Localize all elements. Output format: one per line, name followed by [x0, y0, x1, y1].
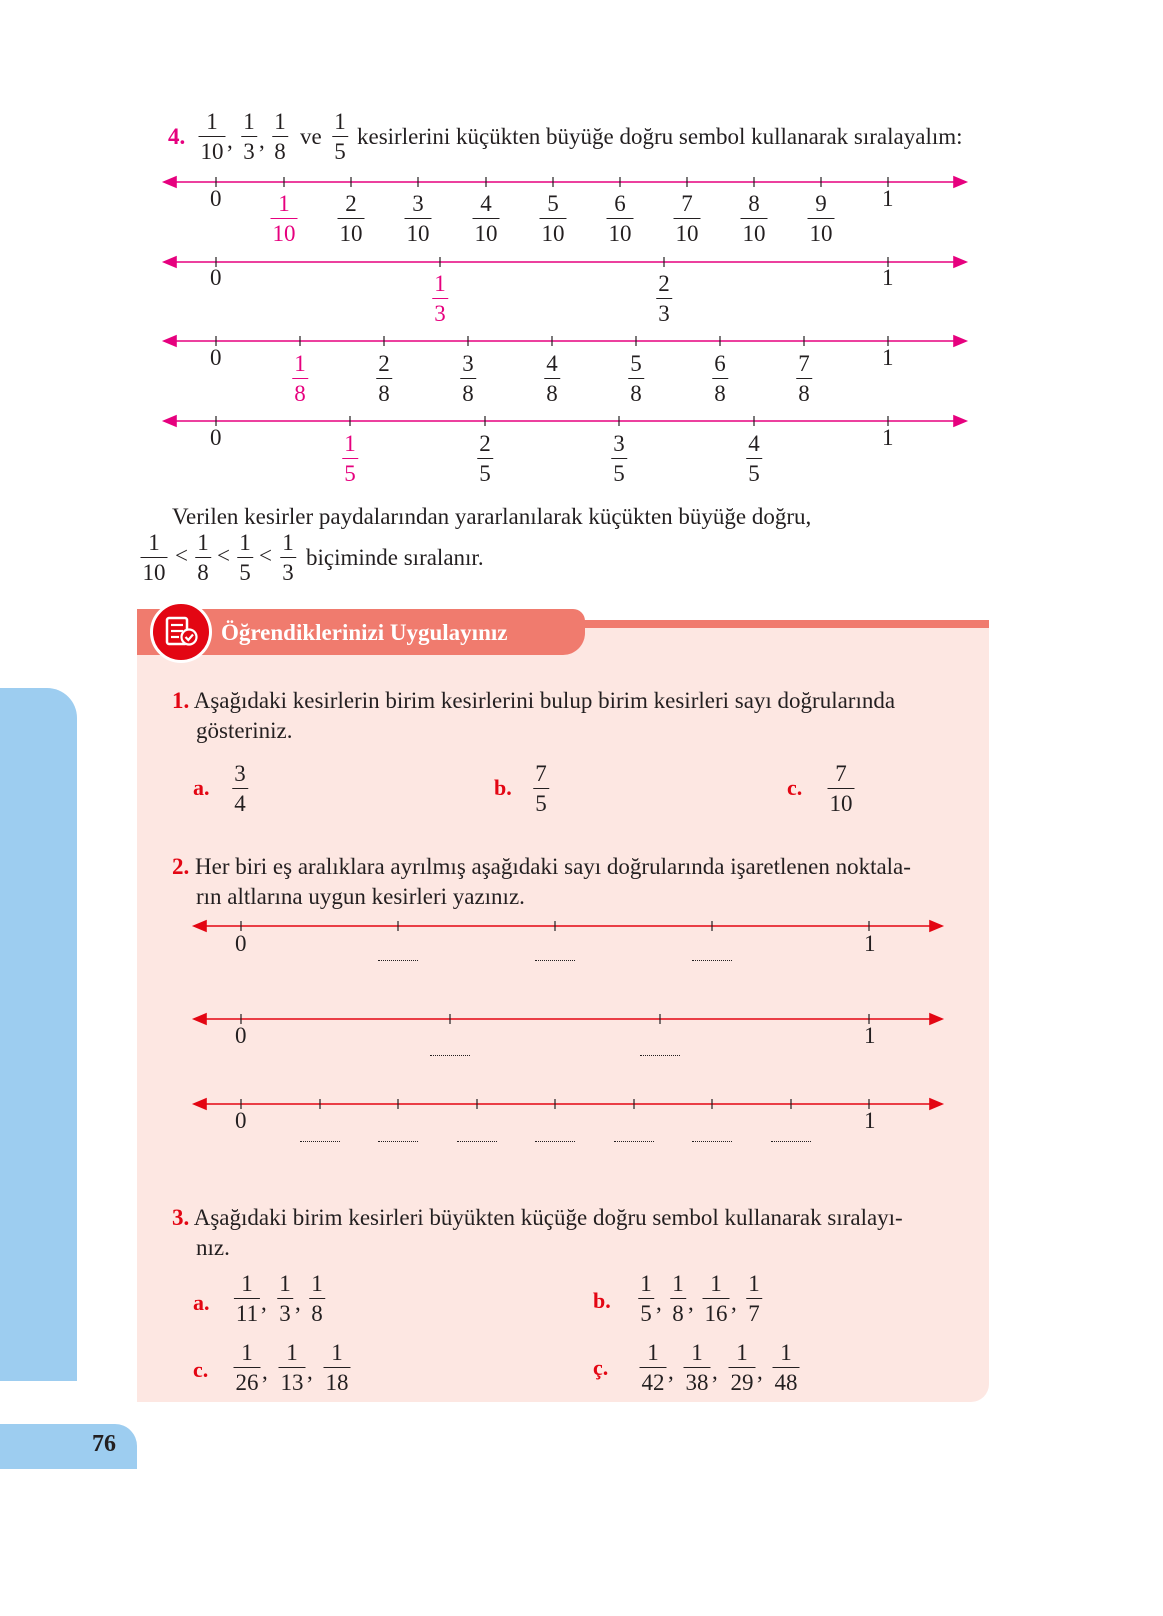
answer-blank[interactable]	[640, 1055, 680, 1056]
q3-fraction: $\frac{1}{18}$	[325, 1340, 349, 1395]
answer-blank[interactable]	[535, 1141, 575, 1142]
answer-blank[interactable]	[378, 1141, 418, 1142]
fraction: $\frac{1}{3}$	[243, 109, 255, 164]
q3-fraction: $\frac{1}{26}$	[235, 1340, 259, 1395]
q1-fraction: $\frac{7}{10}$	[829, 761, 853, 816]
tick-label: $\frac{8}{10}$	[742, 191, 766, 246]
q3-fraction: $\frac{1}{11}$	[235, 1271, 259, 1326]
tick-label: $\frac{3}{5}$	[613, 431, 625, 486]
answer-blank[interactable]	[378, 960, 418, 961]
tick-label: $\frac{5}{10}$	[541, 191, 565, 246]
ordered-fraction: $\frac{1}{3}$	[282, 530, 294, 585]
answer-blank[interactable]	[614, 1141, 654, 1142]
tick-label: $\frac{4}{5}$	[748, 431, 760, 486]
ordered-fraction: $\frac{1}{10}$	[142, 530, 166, 585]
tick-label: $\frac{1}{3}$	[434, 271, 446, 326]
tick-label: $\frac{3}{8}$	[462, 351, 474, 406]
tick-label: $\frac{6}{10}$	[608, 191, 632, 246]
q3-fraction: $\frac{1}{38}$	[685, 1340, 709, 1395]
practice-title: Öğrendiklerinizi Uygulayınız	[221, 620, 508, 645]
answer-blank[interactable]	[300, 1141, 340, 1142]
ordered-fraction: $\frac{1}{5}$	[239, 530, 251, 585]
example-text: kesirlerini küçükten büyüğe doğru sembol kullanarak sıralayalım:	[357, 124, 963, 149]
q1-fraction: $\frac{3}{4}$	[234, 761, 246, 816]
tick-label: $\frac{2}{5}$	[479, 431, 491, 486]
tick-label: $\frac{2}{3}$	[658, 271, 670, 326]
answer-blank[interactable]	[771, 1141, 811, 1142]
tick-label: $\frac{7}{10}$	[675, 191, 699, 246]
answer-blank[interactable]	[535, 960, 575, 961]
q3-fraction: $\frac{1}{8}$	[311, 1271, 323, 1326]
tick-label: $\frac{2}{8}$	[378, 351, 390, 406]
q3-fraction: $\frac{1}{42}$	[641, 1340, 665, 1395]
ordered-fraction: $\frac{1}{8}$	[197, 530, 209, 585]
tick-label: $\frac{3}{10}$	[406, 191, 430, 246]
tick-label: $\frac{4}{8}$	[546, 351, 558, 406]
tick-label: $\frac{1}{8}$	[294, 351, 306, 406]
tick-label: $\frac{5}{8}$	[630, 351, 642, 406]
q1-line2: gösteriniz.	[196, 718, 293, 743]
q3-fraction: $\frac{1}{7}$	[748, 1271, 760, 1326]
answer-blank[interactable]	[692, 1141, 732, 1142]
answer-blank[interactable]	[692, 960, 732, 961]
tick-label: $\frac{9}{10}$	[809, 191, 833, 246]
answer-blank[interactable]	[457, 1141, 497, 1142]
tick-label: $\frac{7}{8}$	[798, 351, 810, 406]
tick-label: $\frac{4}{10}$	[474, 191, 498, 246]
q3-fraction: $\frac{1}{5}$	[640, 1271, 652, 1326]
q1-fraction: $\frac{7}{5}$	[535, 761, 547, 816]
q3-fraction: $\frac{1}{13}$	[280, 1340, 304, 1395]
q3-line2: nız.	[196, 1235, 230, 1260]
q3-fraction: $\frac{1}{48}$	[774, 1340, 798, 1395]
conclusion-text: Verilen kesirler paydalarından yararlanılarak küçükten büyüğe doğru,	[172, 504, 812, 529]
page-number-tab	[0, 1424, 137, 1469]
q3-fraction: $\frac{1}{16}$	[704, 1271, 728, 1326]
tick-label: $\frac{1}{5}$	[344, 431, 356, 486]
ve-text: ve	[300, 124, 322, 149]
answer-blank[interactable]	[430, 1055, 470, 1056]
q2-line2: rın altlarına uygun kesirleri yazınız.	[196, 884, 525, 909]
q2-line1: 2. Her biri eş aralıklara ayrılmış aşağıdaki sayı doğrularında işaretlenen noktala-	[172, 854, 911, 879]
example-number: 4.	[168, 124, 186, 149]
fraction: $\frac{1}{5}$	[334, 109, 346, 164]
q1-line1: 1. Aşağıdaki kesirlerin birim kesirlerini bulup birim kesirleri sayı doğrularında	[172, 688, 896, 713]
fraction: $\frac{1}{10}$	[200, 109, 224, 164]
ordered-suffix: biçiminde sıralanır.	[306, 545, 484, 570]
tick-label: $\frac{6}{8}$	[714, 351, 726, 406]
q3-line1: 3. Aşağıdaki birim kesirleri büyükten küçüğe doğru sembol kullanarak sıralayı-	[172, 1205, 903, 1230]
q3-fraction: $\frac{1}{8}$	[672, 1271, 684, 1326]
tick-label: $\frac{2}{10}$	[339, 191, 363, 246]
fraction: $\frac{1}{8}$	[274, 109, 286, 164]
q3-fraction: $\frac{1}{3}$	[279, 1271, 291, 1326]
q3-fraction: $\frac{1}{29}$	[730, 1340, 754, 1395]
page-number: 76	[92, 1431, 116, 1457]
tick-label: $\frac{1}{10}$	[272, 191, 296, 246]
